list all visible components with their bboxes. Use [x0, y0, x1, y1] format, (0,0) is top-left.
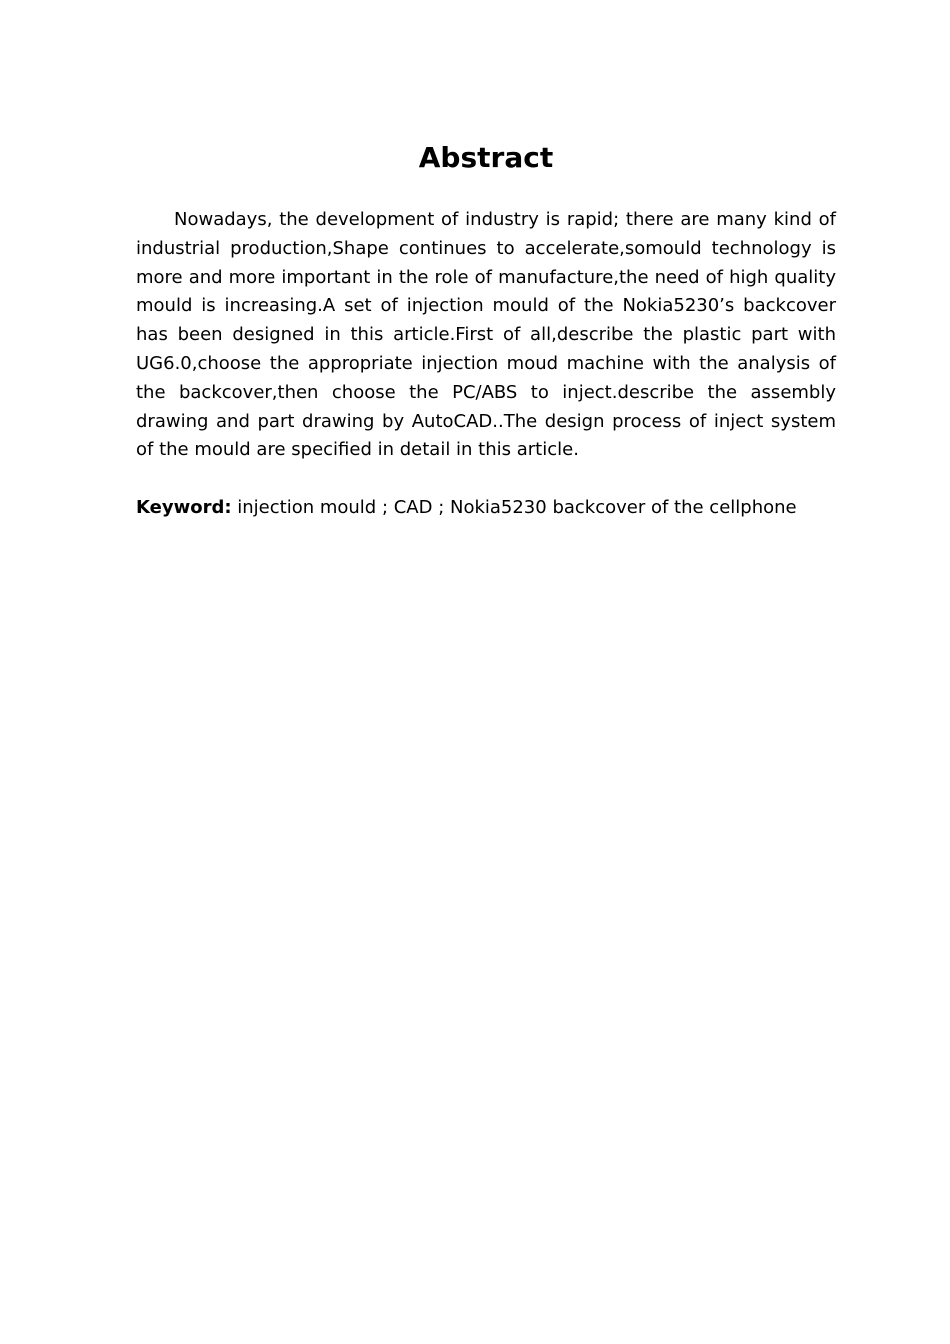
keywords-line [136, 494, 836, 523]
keywords-label: Keyword: [136, 497, 232, 519]
abstract-paragraph: Nowadays, the development of industry is rapid; there are many kind of industrial production,Shape continues to accelerate,somould technology is more and more important in the role of manufacture,the need of high quality mould is increasing.A set of injection mould of the Nokia5230’s backcover has been designed in this article.First of all,describe the plastic part with UG6.0,choose the appropriate injection moud machine with the analysis of the backcover,then choose the PC/ABS to inject.describe the assembly drawing and part drawing by AutoCAD..The design process of inject system of the mould are specified in detail in this article. [136, 209, 836, 461]
page-title: Abstract [418, 141, 554, 174]
abstract-section [136, 140, 836, 523]
keywords-text: injection mould ; CAD ; Nokia5230 backcover of the cellphone [231, 497, 797, 519]
